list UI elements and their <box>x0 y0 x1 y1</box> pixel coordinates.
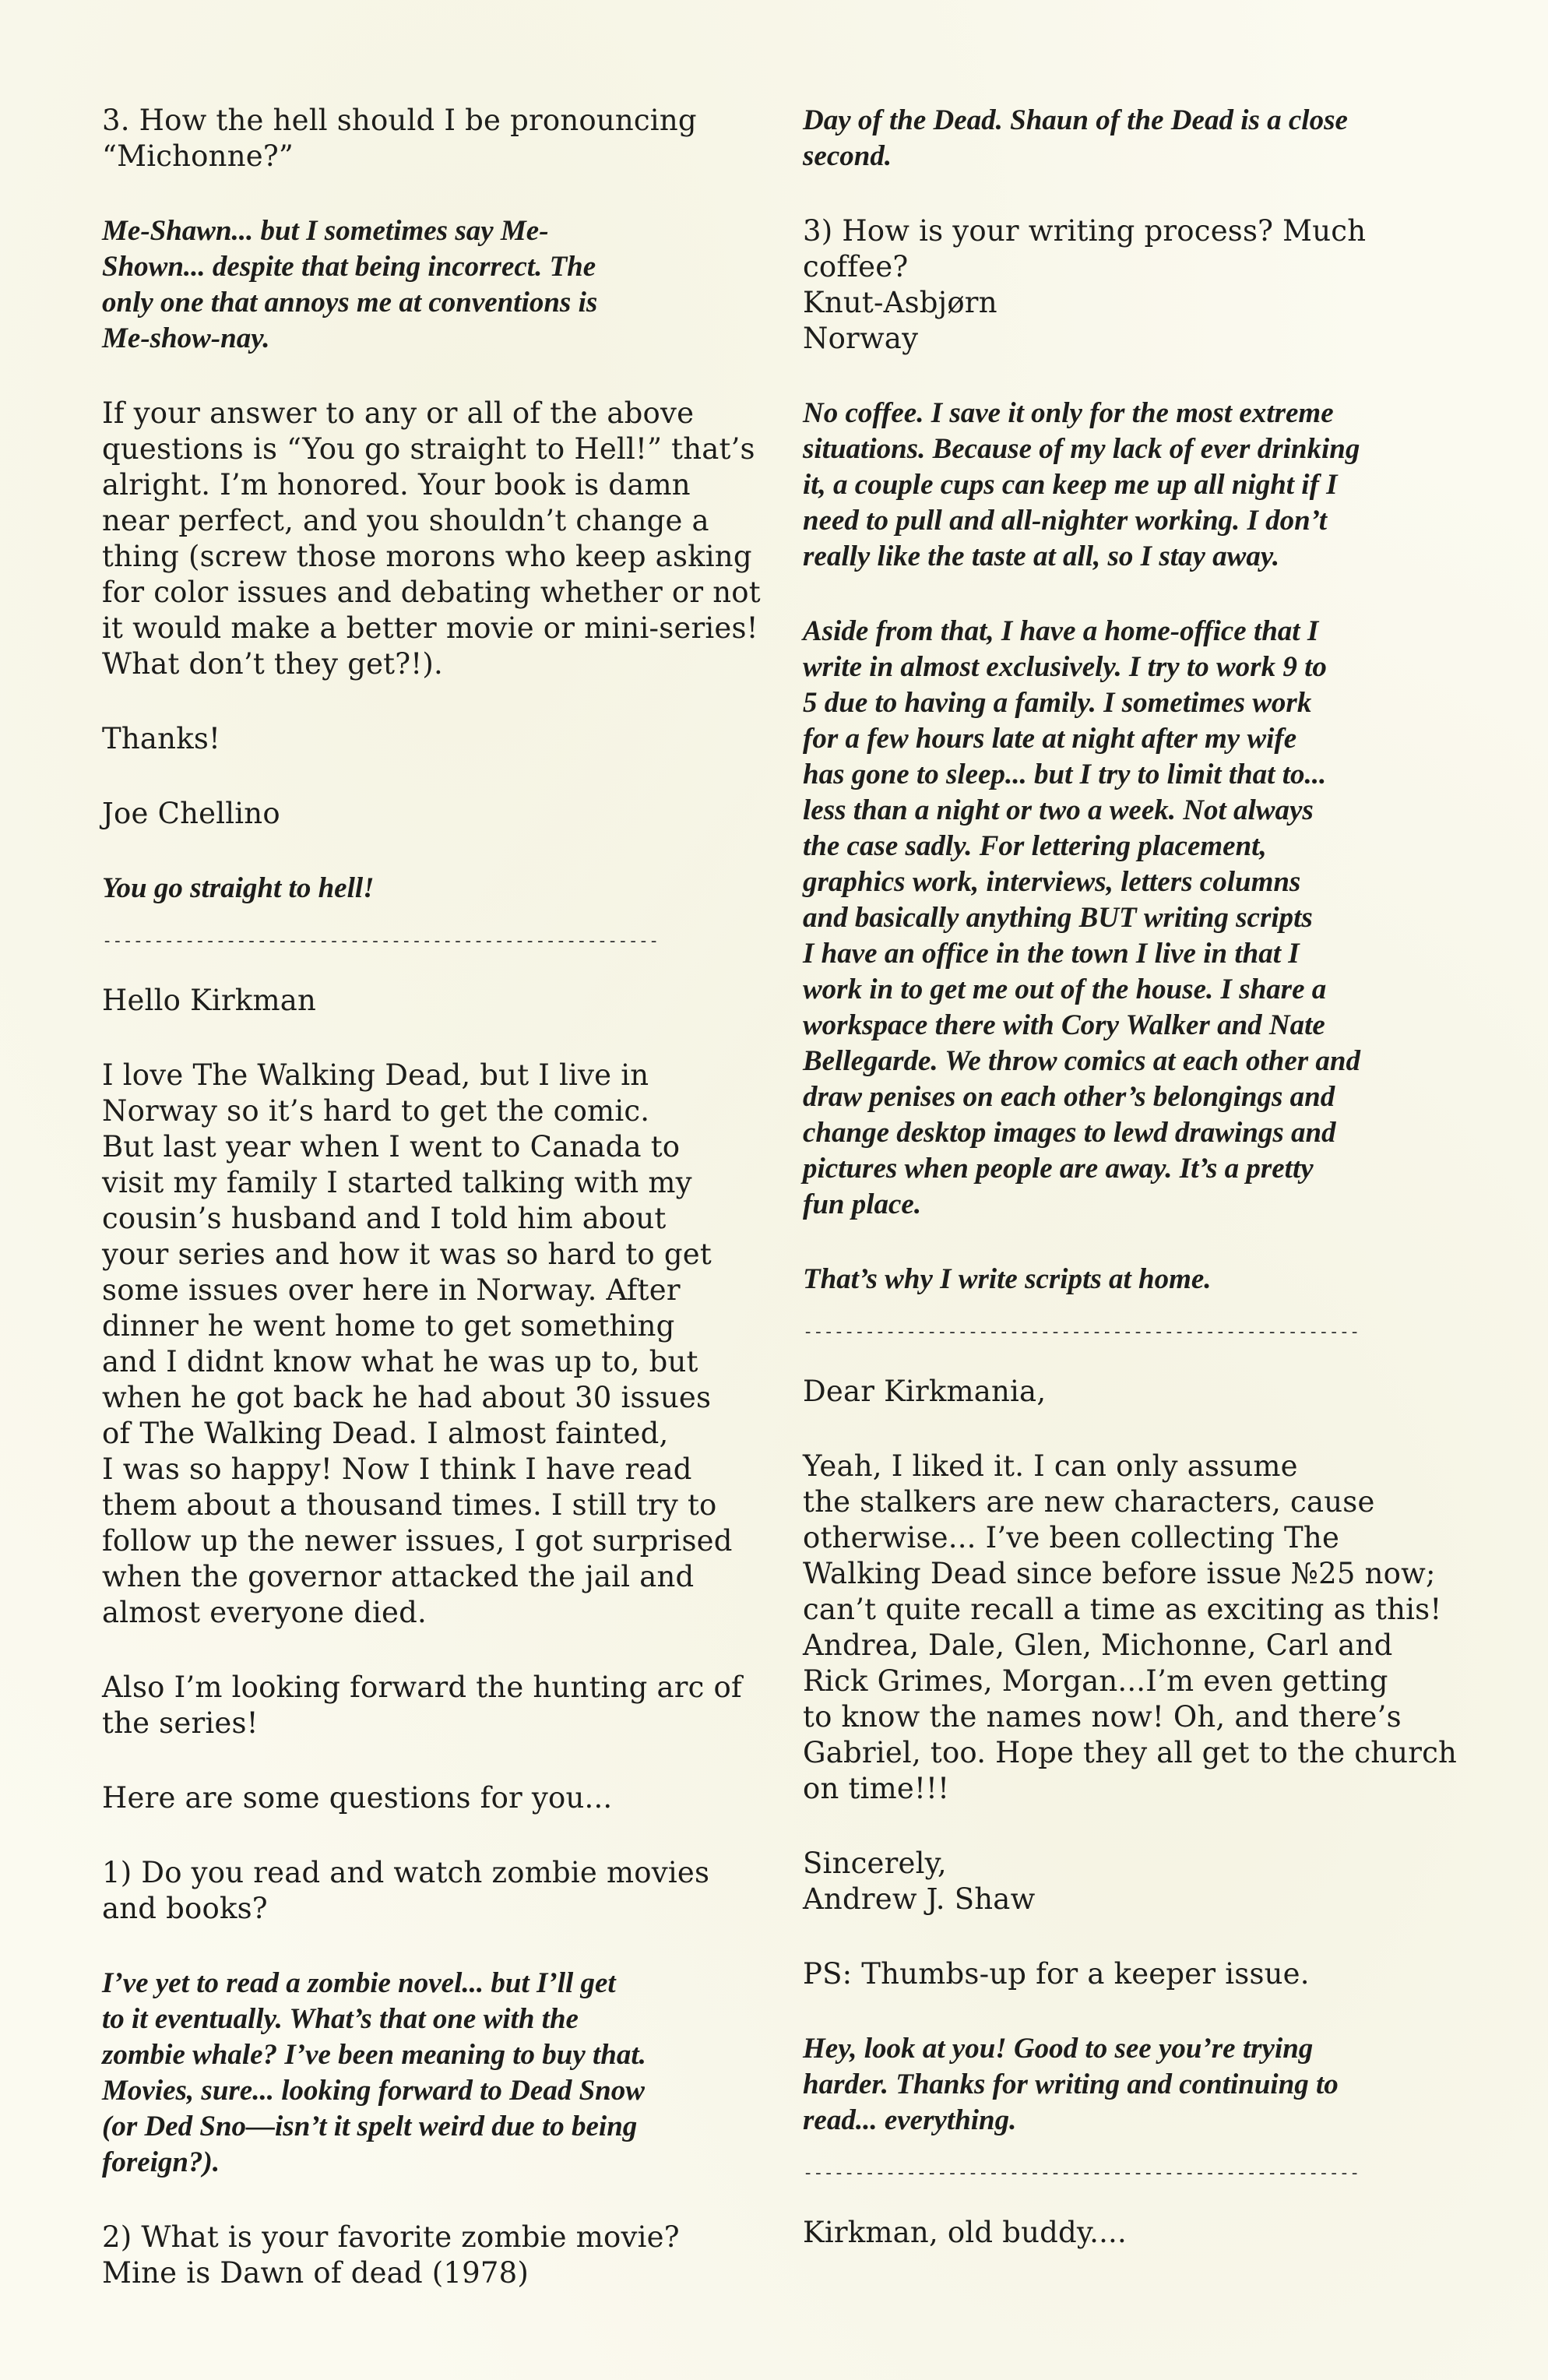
letter-paragraph: Here are some questions for you... <box>102 1781 613 1815</box>
letter-salutation: Hello Kirkman <box>102 984 317 1017</box>
letter-signature: Joe Chellino <box>102 797 280 830</box>
reply-favorite-movie: Day of the Dead. Shaun of the Dead is a close second. <box>803 104 1348 172</box>
letter-postscript: PS: Thumbs-up for a keeper issue. <box>803 1957 1310 1991</box>
reply-keeper-issue: Hey, look at you! Good to see you’re trying harder. Thanks for writing and continuing to read... everything. <box>803 2033 1339 2136</box>
letter-closing: Thanks! <box>102 722 221 755</box>
letter-salutation: Dear Kirkmania, <box>803 1375 1047 1408</box>
reply-coffee: No coffee. I save it only for the most extreme situations. Because of my lack of ever drinking it, a couple cups can keep me up all night if I need to pull and all-nighter working. I don’t really like the taste at all, so I stay away. <box>803 397 1360 572</box>
letter-paragraph: I love The Walking Dead, but I live in Norway so it’s hard to get the comic. But last year when I went to Canada to visit my family I started talking with my cousin’s husband and I told him about your series and how it was so hard to get some issues over here in Norway. After dinner he went home to get something and I didnt know what he was up to, but when he got back he had about 30 issues of The Walking Dead. I almost fainted, I was so happy! Now I think I have read them about a thousand times. I still try to follow up the newer issues, I got surprised when the governor attacked the jail and almost everyone died. <box>102 1058 733 1629</box>
letter-divider: ------------------------------------------------------ <box>102 931 660 951</box>
reply-home-office: Aside from that, I have a home-office that I write in almost exclusively. I try to work 9 to 5 due to having a family. I sometimes work for a few hours late at night after my wife has gone to sleep... but I try to limit that to... less than a night or two a week. Not always the case sadly. For lettering placement, graphics work, interviews, letters columns and basically anything BUT writing scripts I have an office in the town I live in that I work in to get me out of the house. I share a workspace there with Cory Walker and Nate Bellegarde. We throw comics at each other and draw penises on each other’s belongings and change desktop images to lewd drawings and pictures when people are away. It’s a pretty fun place. <box>803 615 1361 1220</box>
letter-paragraph: Also I’m looking forward the hunting arc of the series! <box>102 1671 742 1740</box>
left-column <box>102 103 772 2291</box>
reply-zombie-novels: I’ve yet to read a zombie novel... but I’ll get to it eventually. What’s that one with the zombie whale? I’ve been meaning to buy that. Movies, sure... looking forward to Dead Snow (or Ded Sno—isn’t it spelt weird due to being foreign?). <box>102 1967 646 2178</box>
question-3-paragraph: 3. How the hell should I be pronouncing “Michonne?” <box>102 104 697 173</box>
letter-divider: ------------------------------------------------------ <box>803 1322 1360 1342</box>
reply-short: You go straight to hell! <box>102 872 375 904</box>
reply-scripts-at-home: That’s why I write scripts at home. <box>803 1263 1212 1295</box>
question-1-paragraph: 1) Do you read and watch zombie movies and books? <box>102 1856 710 1925</box>
reply-pronunciation: Me-Shawn... but I sometimes say Me- Shown... despite that being incorrect. The only one that annoys me at conventions is Me-show-nay. <box>102 215 598 354</box>
question-3-paragraph: 3) How is your writing process? Much coffee? Knut-Asbjørn Norway <box>803 214 1367 355</box>
question-2-paragraph: 2) What is your favorite zombie movie? Mine is Dawn of dead (1978) <box>102 2220 680 2290</box>
letter-paragraph: Yeah, I liked it. I can only assume the stalkers are new characters, cause otherwise... I’ve been collecting The Walking Dead since before issue №25 now; can’t quite recall a time as exciting as this! Andrea, Dale, Glen, Michonne, Carl and Rick Grimes, Morgan...I’m even getting to know the names now! Oh, and there’s Gabriel, too. Hope they all get to the church on time!!! <box>803 1449 1458 1805</box>
letter-divider: ------------------------------------------------------ <box>803 2163 1360 2183</box>
letter-salutation: Kirkman, old buddy.... <box>803 2216 1127 2249</box>
letter-paragraph: If your answer to any or all of the above questions is “You go straight to Hell!” that’s alright. I’m honored. Your book is damn near perfect, and you shouldn’t change a thing (screw those morons who keep asking for color issues and debating whether or not it would make a better movie or mini-series! What don’t they get?!). <box>102 396 761 681</box>
right-column <box>803 103 1472 2251</box>
letter-signature: Sincerely, Andrew J. Shaw <box>803 1847 1036 1916</box>
